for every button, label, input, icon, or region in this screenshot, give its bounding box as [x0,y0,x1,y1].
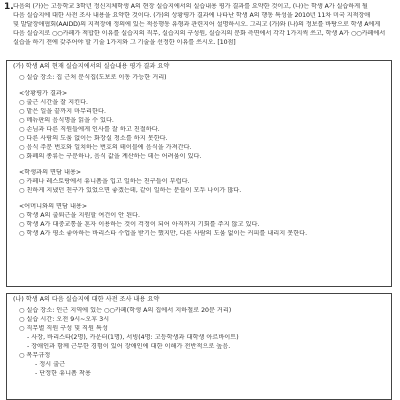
list-item: ○ 손님과 다른 직원들에게 인사를 잘 하고 친절하다. [19,125,160,133]
list-item: ○ 실습 시간: 오전 9시~오후 3시 [19,315,110,323]
situation-eval-title: <상황평가 결과> [19,89,68,97]
evaluation-summary-box [6,60,392,287]
student-interview-title: <학생과의 면담 내용> [19,168,82,176]
list-item: ○ 학생 A의 출퇴근을 지원할 여건이 안 된다. [19,211,140,219]
list-item: ○ 맡은 일을 끝까지 마무리한다. [19,107,106,115]
box-a-title: (가) 학생 A의 현재 실습지에서의 실습내용 평가 결과 요약 [13,63,170,70]
rule-item: - 정시 출근 [35,360,66,368]
list-item: ○ 출근 시간을 잘 지킨다. [19,98,89,106]
question-number: 1. [4,2,14,12]
mother-interview-title: <어머니와의 면담 내용> [19,202,88,210]
intro-line: 다음 실습지에 대한 사전 조사 내용을 요약한 것이다. (가)의 상황평가 결과에 나타난 학생 A의 행동 특성을 2010년 11차 미국 지적장애 [13,11,371,19]
box-b-title: (나) 학생 A의 다음 실습지에 대한 사전 조사 내용 요약 [13,296,160,303]
list-item: ○ 직무별 직원 구성 및 직원 특성 [19,324,108,332]
practice-place: ○ 실습 장소: 집 근처 분식집(도보로 이동 가능한 거리) [19,73,167,81]
list-item: ○ 화폐의 종류는 구분하나, 음식 값을 계산하는 데는 어려움이 있다. [19,152,202,160]
list-item: ○ 카페나 레스토랑에서 유니폼을 입고 일하는 친구들이 부럽다. [19,177,190,185]
staff-line: - 사장, 바리스타(2명), 카운터(1명), 서빙(4명: 고등학생과 대학생 아르바이트) [27,333,239,341]
rule-item: - 단정한 유니폼 착용 [35,369,91,377]
intro-line: 및 발달장애협회(AAIDD)의 지적장애 정의에 있는 적응행동 유형과 관련지어 설명하시오. 그리고 (가)와 (나)의 정보를 바탕으로 학생 A에게 [13,20,381,28]
question-intro [13,3,393,48]
list-item: ○ 실습 장소: 인근 지역에 있는 ○○카페(학생 A의 집에서 지하철로 20분 거리) [19,306,232,314]
intro-line: 다음의 (가)는 고등학교 3학년 정신지체학생 A의 현장 실습지에서의 실습내용 평가 결과를 요약한 것이고, (나)는 학생 A가 실습하게 될 [13,3,368,10]
next-site-survey-box [6,293,392,400]
list-item: ○ 친하게 지냈던 친구가 있었으면 좋겠는데, 같이 일하는 분들이 모두 나이가 많다. [19,186,242,194]
list-item: ○ 다른 사람의 도움 없이는 화장실 청소를 하지 못한다. [19,134,168,142]
list-item: ○ 학생 A가 대중교통을 혼자 이용하는 것이 걱정이 되어 아직까지 기회를 주지 않고 있다. [19,220,260,228]
list-item: ○ 메뉴판의 음식명을 읽을 수 있다. [19,116,114,124]
list-item: ○ 학생 A가 평소 좋아하는 바리스타 수업을 받기는 했지만, 다른 사람의 도움 없이는 커피를 내리지 못한다. [19,229,308,237]
staff-line: - 장애인과 함께 근무한 경험이 있어 장애인에 대한 이해가 전반적으로 높음. [27,342,231,350]
list-item: ○ 음식 주문 번호와 일치하는 번호의 테이블에 음식을 가져간다. [19,143,192,151]
rules-title: ○ 복무규정 [19,351,51,359]
intro-line: 실습을 하기 전에 갖추어야 할 기술 1가지와 그 기술을 선정한 이유를 쓰시오. [10점] [13,38,236,46]
intro-line: 다음 실습지로 ○○카페가 적합한 이유를 실습지의 직무, 실습지의 구성원, 실습지의 문화 측면에서 각각 1가지씩 쓰고, 학생 A가 ○○카페에서 [13,29,386,37]
